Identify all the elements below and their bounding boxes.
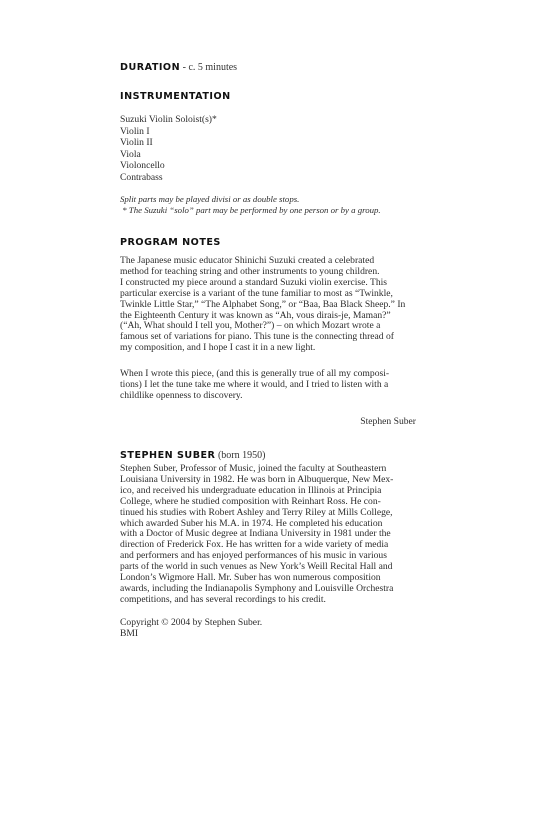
- text-line: I constructed my piece around a standard Suzuki violin exercise. This: [120, 276, 388, 288]
- bio-born: (born 1950): [215, 450, 266, 461]
- text-line: tinued his studies with Robert Ashley and Terry Riley at Mills College,: [120, 506, 393, 518]
- list-item: Viola: [120, 148, 141, 160]
- text-line: (“Ah, What should I tell you, Mother?”) – on which Mozart wrote a: [120, 320, 381, 332]
- list-item: Contrabass: [120, 171, 163, 183]
- program-notes-signature: Stephen Suber: [360, 416, 416, 427]
- text-line: London’s Wigmore Hall. Mr. Suber has won numerous composition: [120, 572, 381, 584]
- text-line: particular exercise is a variant of the tune familiar to most as “Twinkle,: [120, 287, 393, 299]
- list-item: Suzuki Violin Soloist(s)*: [120, 114, 217, 125]
- text-line: direction of Frederick Fox. He has written for a wide variety of media: [120, 539, 389, 551]
- note-line: * The Suzuki “solo” part may be performed by one person or by a group.: [120, 204, 381, 215]
- duration-label: DURATION: [120, 62, 181, 73]
- instrumentation-notes: [120, 194, 450, 216]
- text-line: The Japanese music educator Shinichi Suzuki created a celebrated: [120, 255, 375, 266]
- program-notes-paragraph-1: [120, 256, 416, 354]
- text-line: Louisiana University in 1982. He was born in Albuquerque, New Mex-: [120, 473, 394, 485]
- instrumentation-heading: INSTRUMENTATION: [120, 91, 231, 102]
- bio-heading-line: [120, 445, 416, 463]
- text-line: method for teaching string and other instruments to young children.: [120, 265, 380, 277]
- duration-line: [120, 57, 416, 75]
- text-line: which awarded Suber his M.A. in 1974. He completed his education: [120, 517, 383, 529]
- list-item: Violoncello: [120, 160, 165, 171]
- text-line: the Eighteenth Century it was known as “Ah, vous dirais-je, Maman?”: [120, 309, 391, 321]
- text-line: childlike openness to discovery.: [120, 389, 243, 401]
- program-notes-paragraph-2: [120, 369, 416, 402]
- instrumentation-list: [120, 114, 416, 183]
- text-line: and performers and has enjoyed performances of his music in various: [120, 550, 387, 562]
- text-line: When I wrote this piece, (and this is generally true of all my composi-: [120, 368, 390, 379]
- text-line: awards, including the Indianapolis Symphony and Louisville Orchestra: [120, 582, 394, 594]
- program-notes-heading: PROGRAM NOTES: [120, 237, 221, 248]
- text-line: tions) I let the tune take me where it would, and I tried to listen with a: [120, 378, 389, 390]
- note-line: Split parts may be played divisi or as double stops.: [120, 194, 300, 204]
- text-line: ico, and received his undergraduate education in Illinois at Principia: [120, 484, 382, 496]
- list-item: Violin I: [120, 125, 150, 137]
- text-line: famous set of variations for piano. This tune is the connecting thread of: [120, 331, 394, 343]
- list-item: Violin II: [120, 137, 153, 148]
- duration-value: - c. 5 minutes: [180, 62, 238, 73]
- text-line: College, where he studied composition with Reinhart Ross. He con-: [120, 495, 381, 507]
- rights-org: BMI: [120, 627, 139, 639]
- text-line: with a Doctor of Music degree at Indiana University in 1981 under the: [120, 528, 391, 540]
- text-line: my composition, and I hope I cast it in a new light.: [120, 342, 316, 354]
- bio-heading: STEPHEN SUBER: [120, 450, 216, 461]
- bio-paragraph: [120, 464, 416, 606]
- text-line: Twinkle Little Star,” “The Alphabet Song,” or “Baa, Baa Black Sheep.” In: [120, 298, 406, 310]
- text-line: parts of the world in such venues as New York’s Weill Recital Hall and: [120, 561, 393, 573]
- copyright-block: [120, 618, 416, 640]
- copyright-line: Copyright © 2004 by Stephen Suber.: [120, 617, 263, 628]
- text-line: Stephen Suber, Professor of Music, joined the faculty at Southeastern: [120, 463, 387, 474]
- text-line: competitions, and has several recordings to his credit.: [120, 593, 326, 605]
